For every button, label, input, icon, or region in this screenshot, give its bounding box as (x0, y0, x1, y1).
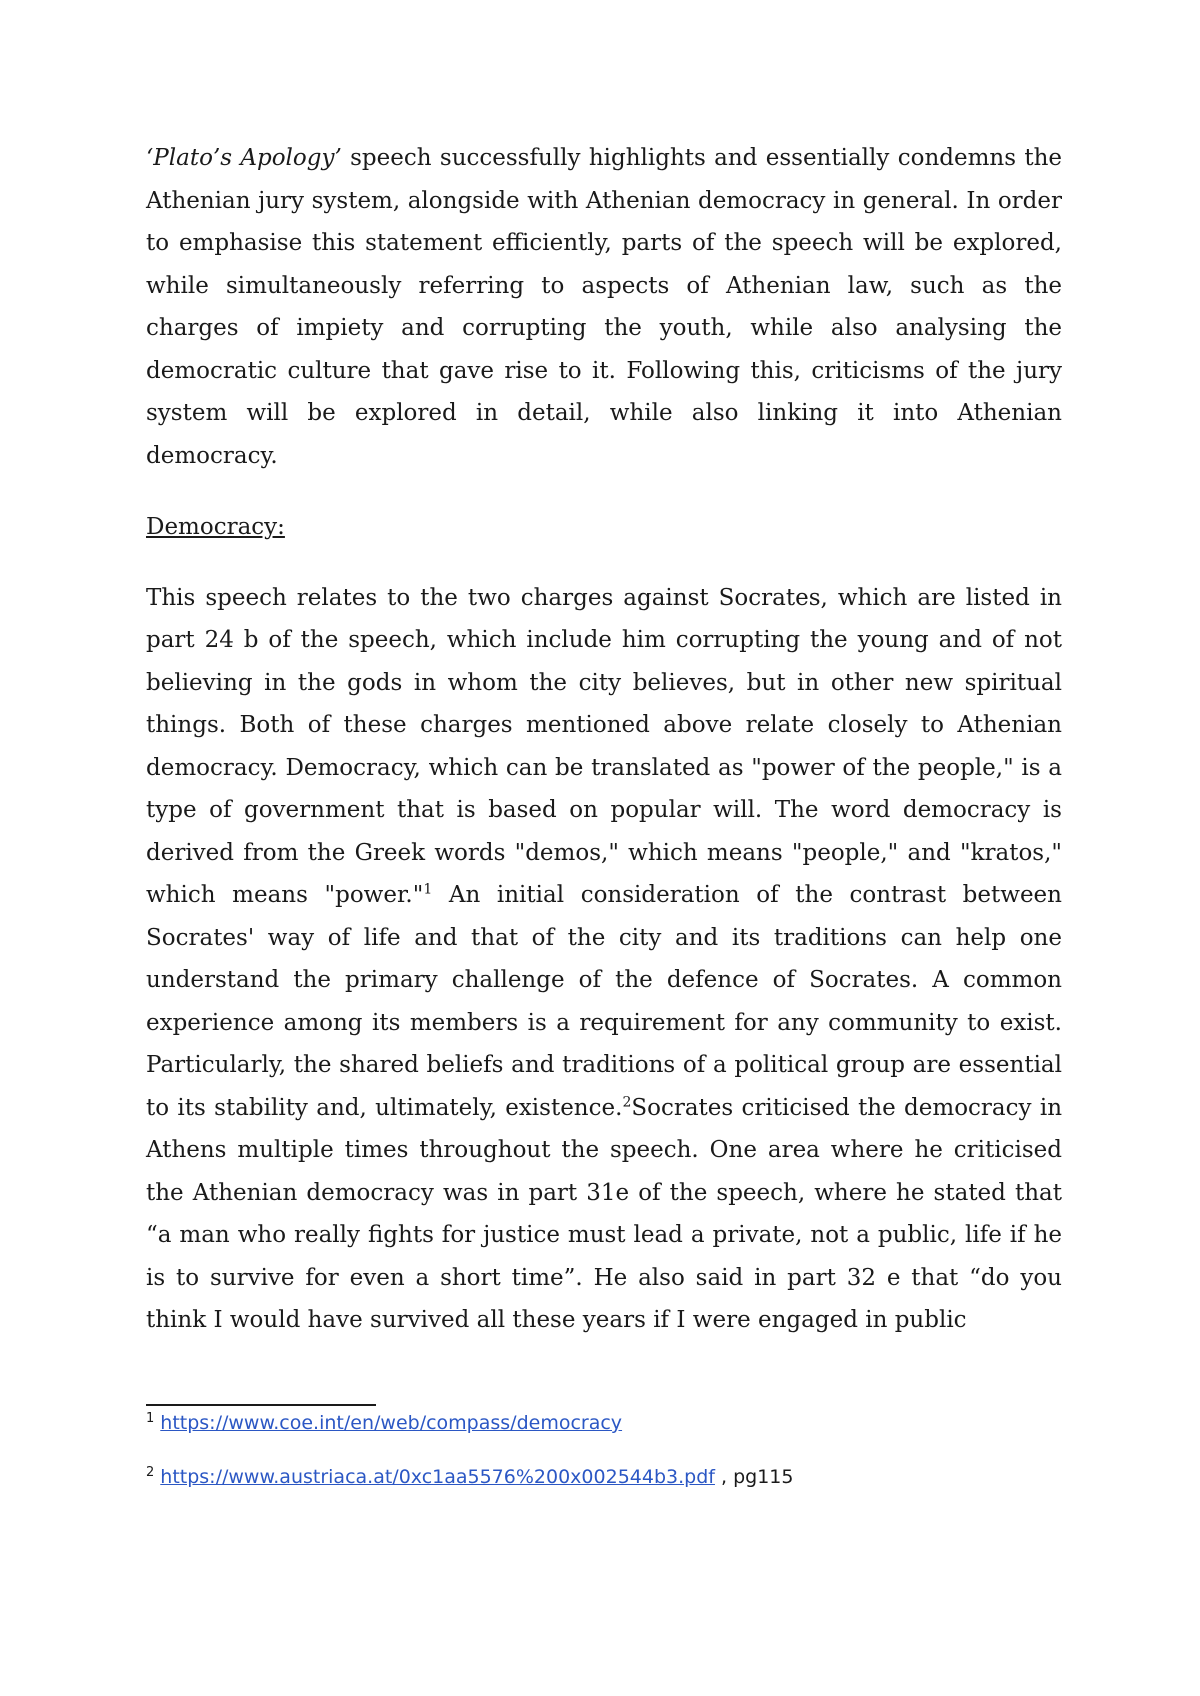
footnote-suffix: , pg115 (714, 1466, 794, 1488)
footnote-link[interactable]: https://www.austriaca.at/0xc1aa5576%200x002544b3.pdf (160, 1466, 715, 1488)
body-text (146, 137, 1062, 1342)
paragraph-part-2: An initial consideration of the contrast between Socrates' way of life and that of the city and its traditions can help one understand the primary challenge of the defence of Socrates. A common experience among its members is a requirement for any community to exist. Particularly, the shared beliefs and traditions of a political group are essential to its stability and, ultimately, existence. (146, 882, 1062, 1121)
work-title: ‘Plato’s Apology’ (146, 145, 342, 171)
footnote-1 (146, 1410, 1062, 1436)
paragraph-part-3: Socrates criticised the democracy in Athens multiple times throughout the speech. One area where he criticised the Athenian democracy was in part 31e of the speech, where he stated that “a man who really fights for justice must lead a private, not a public, life if he is to survive for even a short time”. He also said in part 32 e that “do you think I would have survived all these years if I were engaged in public (146, 1094, 1063, 1333)
footnote-link[interactable]: https://www.coe.int/en/web/compass/democracy (160, 1412, 623, 1434)
footnotes (146, 1410, 1062, 1490)
footnote-mark: 2 (146, 1464, 155, 1480)
footnote-ref-1[interactable]: 1 (423, 881, 433, 898)
footnote-2 (146, 1464, 1062, 1490)
footnote-ref-2[interactable]: 2 (622, 1093, 632, 1110)
footnote-mark: 1 (146, 1410, 155, 1426)
democracy-paragraph (146, 577, 1062, 1342)
footnote-separator (146, 1404, 376, 1406)
paragraph-part-1: This speech relates to the two charges against Socrates, which are listed in part 24 b of the speech, which include him corrupting the young and of not believing in the gods in whom the city believes, but in other new spiritual things. Both of these charges mentioned above relate closely to Athenian democracy. Democracy, which can be translated as "power of the people," is a type of government that is based on popular will. The word democracy is derived from the Greek words "demos," which means "people," and "kratos," which means "power." (146, 584, 1062, 908)
section-heading: Democracy: (146, 514, 285, 540)
intro-text: speech successfully highlights and essentially condemns the Athenian jury system, alongside with Athenian democracy in general. In order to emphasise this statement efficiently, parts of the speech will be explored, while simultaneously referring to aspects of Athenian law, such as the charges of impiety and corrupting the youth, while also analysing the democratic culture that gave rise to it. Following this, criticisms of the jury system will be explored in detail, while also linking it into Athenian democracy. (146, 145, 1063, 469)
intro-paragraph (146, 137, 1062, 477)
